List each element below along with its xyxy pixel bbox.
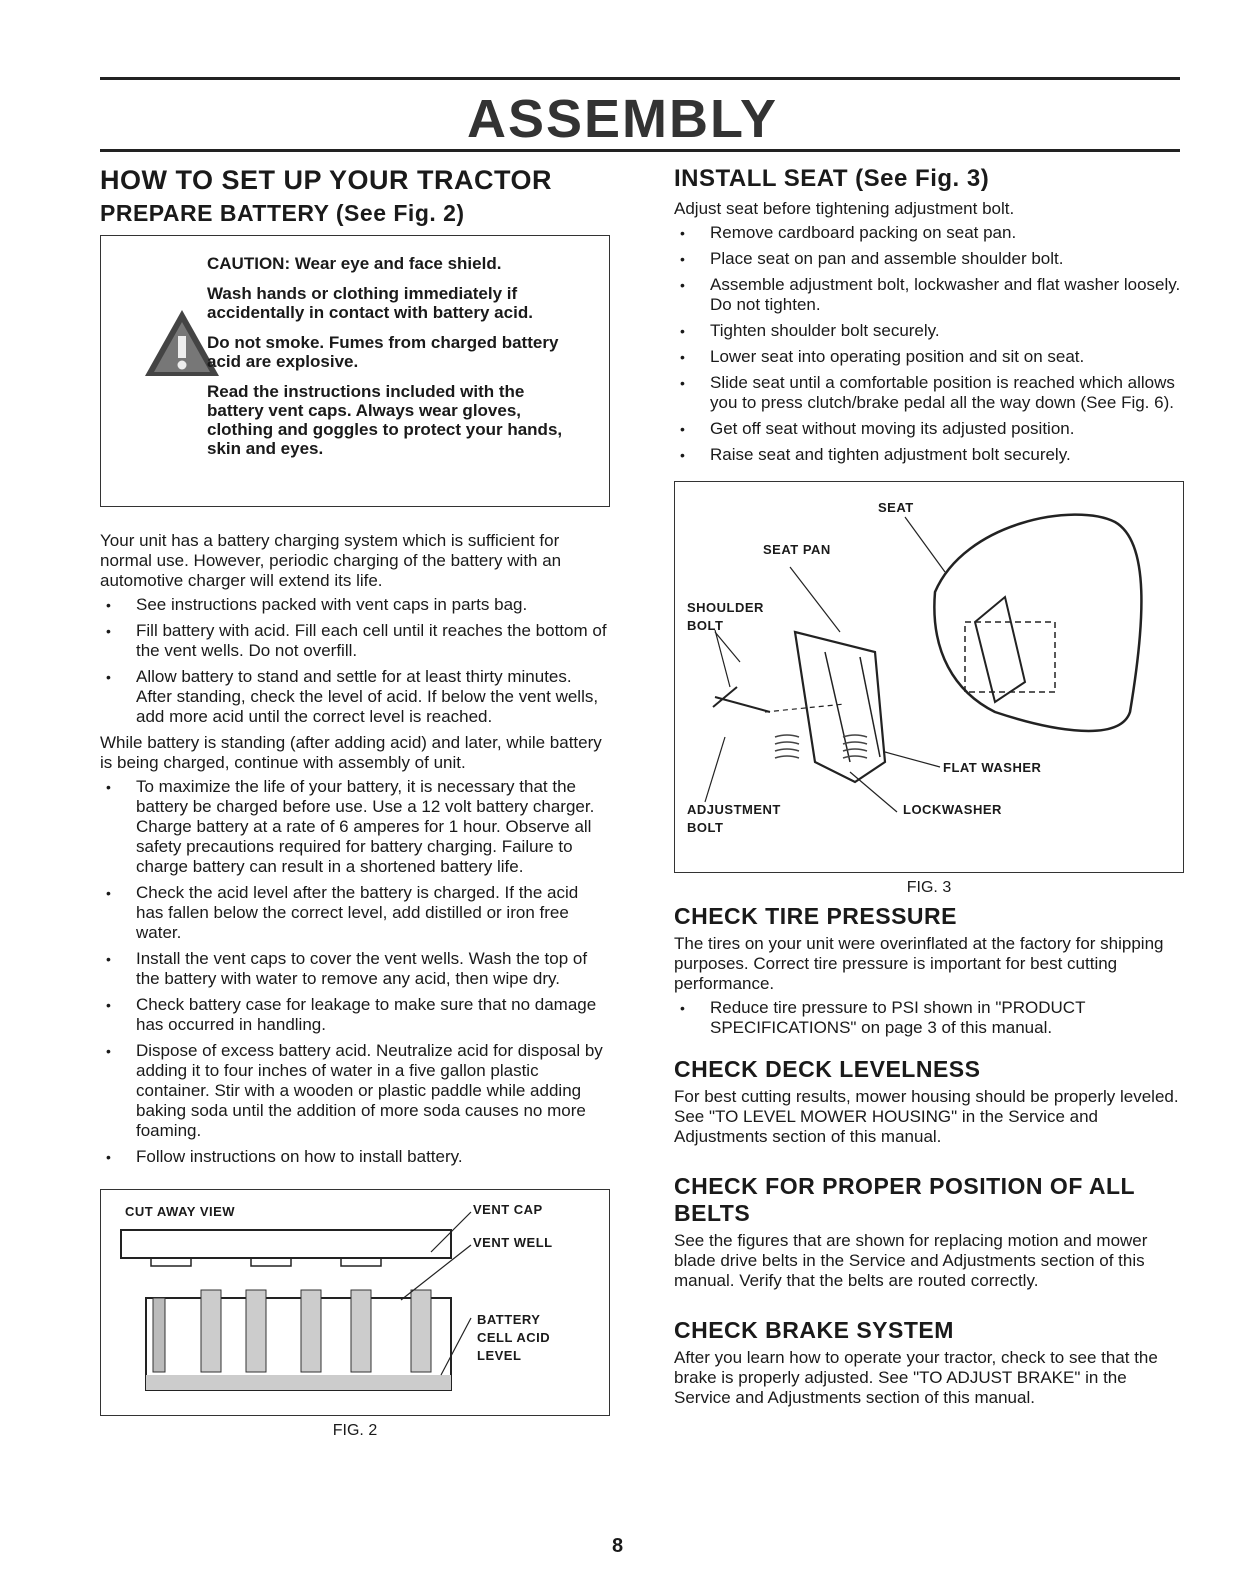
top-rule [100, 77, 1180, 80]
figure-2-battery-diagram [100, 1189, 610, 1416]
label-shoulder: SHOULDER [687, 600, 764, 615]
page-title: ASSEMBLY [466, 89, 779, 149]
list-item: • Remove cardboard packing on seat pan. [674, 223, 1184, 243]
belts-heading: CHECK FOR PROPER POSITION OF ALL BELTS [674, 1173, 1135, 1226]
list-item: • Assemble adjustment bolt, lockwasher and flat washer loosely. Do not tighten. [674, 275, 1184, 315]
label-seat-pan: SEAT PAN [763, 542, 831, 557]
label-vent-cap: VENT CAP [473, 1202, 543, 1217]
label-battery: BATTERY [477, 1312, 541, 1327]
list-item: • Place seat on pan and assemble shoulder bolt. [674, 249, 1184, 269]
label-seat: SEAT [878, 500, 914, 515]
label-cutaway-view: CUT AWAY VIEW [125, 1204, 236, 1219]
seat-steps [674, 223, 1184, 465]
list-item: • Slide seat until a comfortable position is reached which allows you to press clutch/brake pedal all the way down (See Fig. 6). [674, 373, 1184, 413]
belts-text: See the figures that are shown for replacing motion and mower blade drive belts in the Service and Adjustments section of this manual. Verify that the belts are routed correctly. [674, 1231, 1148, 1290]
label-level: LEVEL [477, 1348, 522, 1363]
list-item: • Reduce tire pressure to PSI shown in "PRODUCT SPECIFICATIONS" on page 3 of this manual. [674, 998, 1184, 1038]
list-item: • Dispose of excess battery acid. Neutralize acid for disposal by adding it to four inches of water in a five gallon plastic container. Stir with a wooden or plastic paddle while adding baking soda until the addition of more soda causes no more foaming. [100, 1041, 610, 1141]
caution-line: Read the instructions included with the battery vent caps. Always wear gloves, clothing and goggles to protect your hands, skin and eyes. [207, 382, 563, 458]
seat-intro: Adjust seat before tightening adjustment bolt. [674, 199, 1015, 218]
list-item: • Follow instructions on how to install battery. [100, 1147, 610, 1167]
caution-line: Do not smoke. Fumes from charged battery acid are explosive. [207, 333, 559, 371]
label-vent-well: VENT WELL [473, 1235, 553, 1250]
caution-text [207, 254, 573, 469]
prepare-battery-heading: PREPARE BATTERY (See Fig. 2) [100, 200, 465, 226]
list-item: • Get off seat without moving its adjusted position. [674, 419, 1184, 439]
label-adjustment-bolt: BOLT [687, 820, 724, 835]
title-rule [100, 149, 1180, 152]
install-seat-heading: INSTALL SEAT (See Fig. 3) [674, 165, 990, 192]
page-number: 8 [612, 1535, 624, 1557]
list-item: • Allow battery to stand and settle for at least thirty minutes. After standing, check the level of acid. If below the vent wells, add more acid until the correct level is reached. [100, 667, 610, 727]
deck-levelness-heading: CHECK DECK LEVELNESS [674, 1056, 981, 1082]
list-item: • Install the vent caps to cover the vent wells. Wash the top of the battery with water to remove any acid, then wipe dry. [100, 949, 610, 989]
list-item: • Check the acid level after the battery is charged. If the acid has fallen below the correct level, add distilled or iron free water. [100, 883, 610, 943]
label-lockwasher: LOCKWASHER [903, 802, 1002, 817]
tire-steps [674, 998, 1184, 1038]
right-column [674, 165, 1184, 1412]
list-item: • Raise seat and tighten adjustment bolt securely. [674, 445, 1184, 465]
label-cell-acid: CELL ACID [477, 1330, 551, 1345]
left-column [100, 165, 610, 1446]
label-flat-washer: FLAT WASHER [943, 760, 1042, 775]
label-adjustment: ADJUSTMENT [687, 802, 781, 817]
figure-3-seat-diagram [674, 481, 1184, 873]
figure-2-caption: FIG. 2 [332, 1422, 378, 1439]
list-item: • Tighten shoulder bolt securely. [674, 321, 1184, 341]
brake-system-text: After you learn how to operate your tractor, check to see that the brake is properly adjusted. See "TO ADJUST BRAKE" in the Service and Adjustments section of this manual. [674, 1348, 1158, 1407]
label-shoulder-bolt: BOLT [687, 618, 724, 633]
list-item: • Fill battery with acid. Fill each cell until it reaches the bottom of the vent wells. Do not overfill. [100, 621, 610, 661]
battery-mid-text: While battery is standing (after adding acid) and later, while battery is being charged, continue with assembly of unit. [100, 733, 602, 772]
deck-levelness-text: For best cutting results, mower housing should be properly leveled. See "TO LEVEL MOWER HOUSING" in the Service and Adjustments section of this manual. [674, 1087, 1179, 1146]
battery-cutaway-drawing [101, 1190, 607, 1415]
figure-3-caption: FIG. 3 [906, 879, 952, 896]
caution-line: Wash hands or clothing immediately if accidentally in contact with battery acid. [207, 284, 533, 322]
list-item: • Lower seat into operating position and sit on seat. [674, 347, 1184, 367]
caution-box [100, 235, 610, 507]
tire-pressure-text: The tires on your unit were overinflated at the factory for shipping purposes. Correct tire pressure is important for best cutting performance. [674, 934, 1164, 993]
battery-steps-1 [100, 595, 610, 727]
tire-pressure-heading: CHECK TIRE PRESSURE [674, 903, 957, 929]
list-item: • To maximize the life of your battery, it is necessary that the battery be charged before use. Use a 12 volt battery charger. Charge battery at a rate of 6 amperes for 1 hour. Observe all safety precautions required for battery charging. Failure to charge battery can result in a shortened battery life. [100, 777, 610, 877]
list-item: • Check battery case for leakage to make sure that no damage has occurred in handling. [100, 995, 610, 1035]
section-heading: HOW TO SET UP YOUR TRACTOR [100, 165, 553, 195]
list-item: • See instructions packed with vent caps in parts bag. [100, 595, 610, 615]
brake-system-heading: CHECK BRAKE SYSTEM [674, 1317, 954, 1343]
battery-intro: Your unit has a battery charging system which is sufficient for normal use. However, periodic charging of the battery with an automotive charger will extend its life. [100, 531, 562, 590]
battery-steps-2 [100, 777, 610, 1167]
caution-line: CAUTION: Wear eye and face shield. [207, 254, 502, 273]
